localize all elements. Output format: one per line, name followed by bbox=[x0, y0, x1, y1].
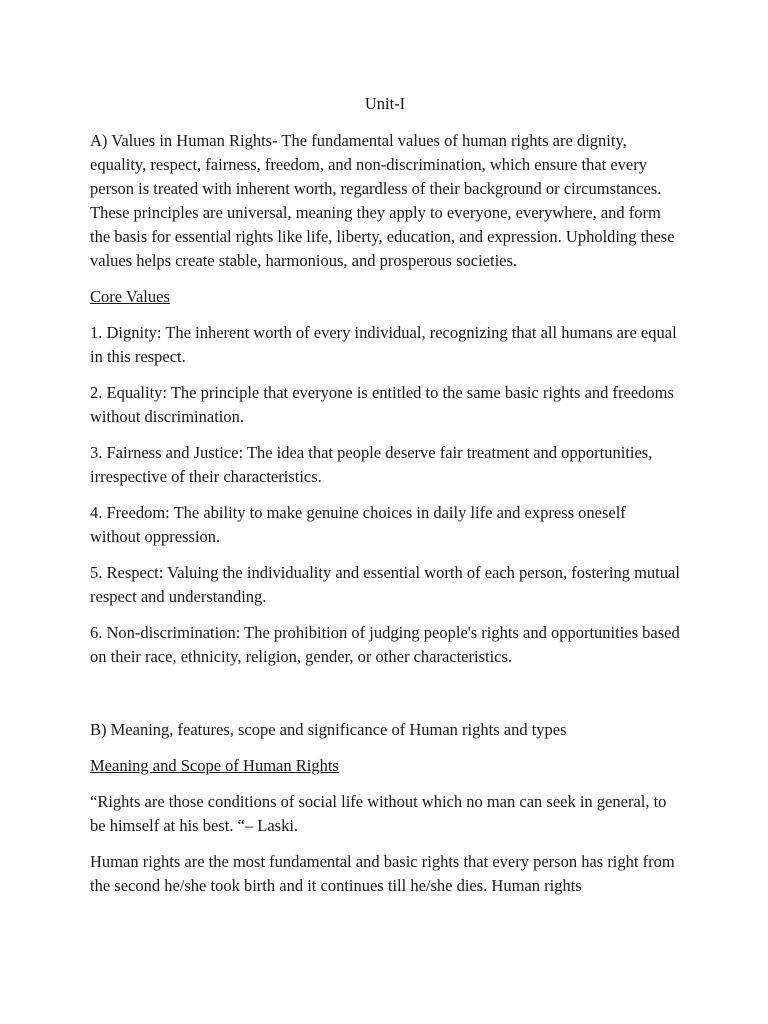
human-rights-paragraph: Human rights are the most fundamental and basic rights that every person has right from the second he/she took birth and it continues till he/she dies. Human rights bbox=[90, 852, 675, 895]
section-b-title: B) Meaning, features, scope and significance of Human rights and types bbox=[90, 720, 567, 739]
laski-quote: “Rights are those conditions of social life without which no man can seek in general, to be himself at his best. “– Laski. bbox=[90, 792, 667, 835]
document-body bbox=[90, 92, 680, 910]
core-value-item-respect: 5. Respect: Valuing the individuality and essential worth of each person, fostering mutual respect and understanding. bbox=[90, 563, 680, 606]
section-a-intro: A) Values in Human Rights- The fundamental values of human rights are dignity, equality, respect, fairness, freedom, and non-discrimination, which ensure that every person is treated with inherent worth, regardless of their background or circumstances. These principles are universal, meaning they apply to everyone, everywhere, and form the basis for essential rights like life, liberty, education, and expression. Upholding these values helps create stable, harmonious, and prosperous societies. bbox=[90, 131, 675, 270]
core-value-item-equality: 2. Equality: The principle that everyone is entitled to the same basic rights and freedoms without discrimination. bbox=[90, 383, 674, 426]
core-value-item-non-discrimination: 6. Non-discrimination: The prohibition of judging people's rights and opportunities based on their race, ethnicity, religion, gender, or other characteristics. bbox=[90, 623, 680, 666]
core-values-heading-text: Core Values bbox=[90, 287, 170, 306]
meaning-scope-heading-text: Meaning and Scope of Human Rights bbox=[90, 756, 339, 775]
core-value-item-dignity: 1. Dignity: The inherent worth of every individual, recognizing that all humans are equal in this respect. bbox=[90, 323, 677, 366]
document-title: Unit-I bbox=[364, 94, 406, 113]
core-values-heading bbox=[90, 285, 680, 309]
core-value-item-fairness: 3. Fairness and Justice: The idea that people deserve fair treatment and opportunities, irrespective of their characteristics. bbox=[90, 443, 653, 486]
section-spacer bbox=[90, 681, 680, 718]
meaning-scope-heading bbox=[90, 754, 680, 778]
core-value-item-freedom: 4. Freedom: The ability to make genuine choices in daily life and express oneself without oppression. bbox=[90, 503, 626, 546]
